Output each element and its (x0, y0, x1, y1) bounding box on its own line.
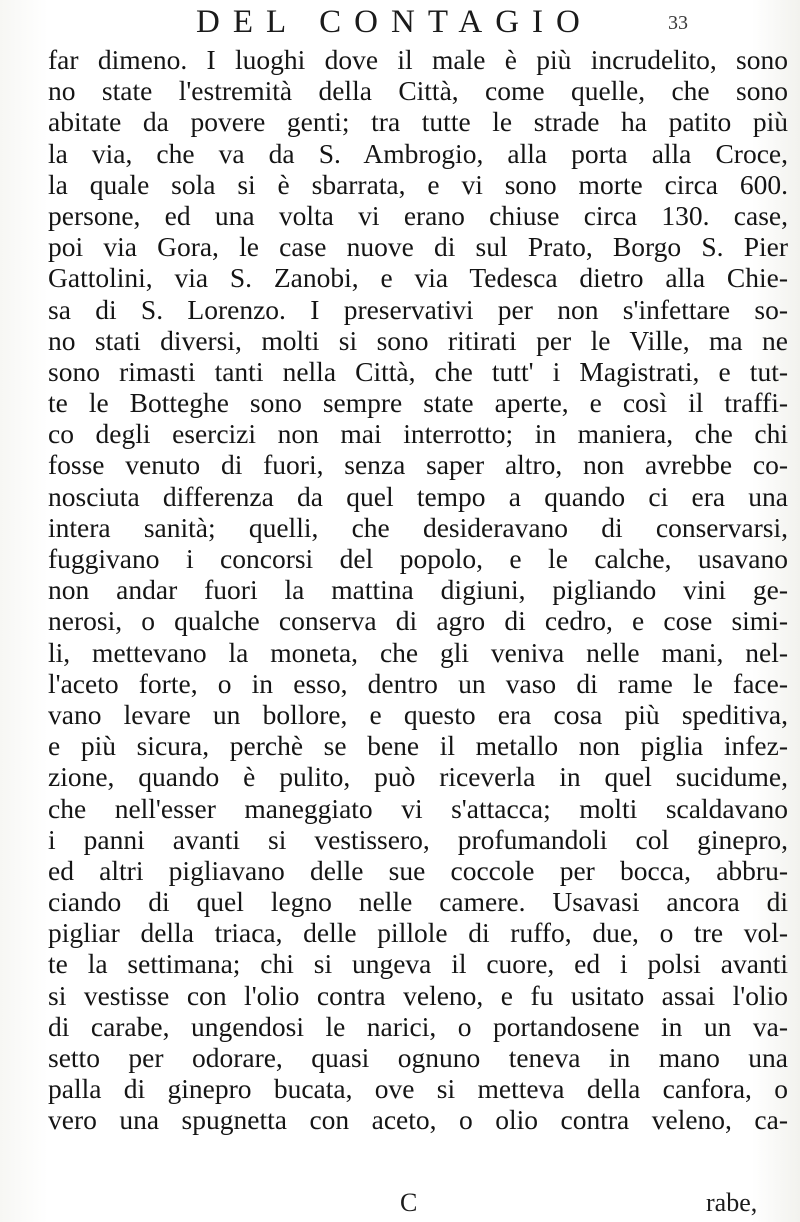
text-line: sono rimasti tanti nella Città, che tutt' i Magistrati, e tut- (48, 355, 788, 387)
running-head (0, 4, 800, 44)
text-line: fosse venuto di fuori, senza saper altro, non avrebbe co- (48, 449, 788, 481)
page-footer (0, 1188, 800, 1220)
text-line: poi via Gora, le case nuove di sul Prato, Borgo S. Pier (48, 231, 788, 263)
text-line: la via, che va da S. Ambrogio, alla porta alla Croce, (48, 137, 788, 169)
text-line: intera sanità; quelli, che desideravano di conservarsi, (48, 511, 788, 543)
text-line: ciando di quel legno nelle camere. Usavasi ancora di (48, 886, 788, 918)
text-line: te la settimana; chi si ungeva il cuore, ed i polsi avanti (48, 948, 788, 980)
catchword: rabe, (706, 1188, 758, 1217)
text-line: pigliar della triaca, delle pillole di ruffo, due, o tre vol- (48, 917, 788, 949)
text-line: la quale sola si è sbarrata, e vi sono morte circa 600. (48, 168, 788, 200)
text-line: ed altri pigliavano delle sue coccole per bocca, abbru- (48, 854, 788, 886)
body-text (48, 44, 788, 1136)
page-number: 33 (668, 12, 688, 34)
text-line: Gattolini, via S. Zanobi, e via Tedesca dietro alla Chie- (48, 262, 788, 294)
text-line: li, mettevano la moneta, che gli veniva nelle mani, nel- (48, 636, 788, 668)
text-line: no stati diversi, molti si sono ritirati per le Ville, ma ne (48, 324, 788, 356)
text-line: no state l'estremità della Città, come quelle, che sono (48, 75, 788, 107)
text-line: non andar fuori la mattina digiuni, pigliando vini ge- (48, 574, 788, 606)
signature-mark: C (400, 1188, 418, 1217)
text-line: vero una spugnetta con aceto, o olio contra veleno, ca- (48, 1104, 788, 1136)
text-line: far dimeno. I luoghi dove il male è più incrudelito, sono (48, 44, 788, 75)
text-line: te le Botteghe sono sempre state aperte, e così il traffi- (48, 387, 788, 419)
text-line: co degli esercizi non mai interrotto; in maniera, che chi (48, 418, 788, 450)
text-line: e più sicura, perchè se bene il metallo non piglia infez- (48, 730, 788, 762)
text-line: palla di ginepro bucata, ove si metteva della canfora, o (48, 1073, 788, 1105)
text-line: setto per odorare, quasi ognuno teneva in mano una (48, 1042, 788, 1073)
text-line: di carabe, ungendosi le narici, o portandosene in un va- (48, 1010, 788, 1042)
text-line: si vestisse con l'olio contra veleno, e fu usitato assai l'olio (48, 979, 788, 1011)
text-line: vano levare un bollore, e questo era cosa più speditiva, (48, 698, 788, 730)
text-line: zione, quando è pulito, può riceverla in quel sucidume, (48, 761, 788, 793)
text-line: persone, ed una volta vi erano chiuse circa 130. case, (48, 199, 788, 231)
text-line: abitate da povere genti; tra tutte le strade ha patito più (48, 106, 788, 138)
text-line: fuggivano i concorsi del popolo, e le calche, usavano (48, 543, 788, 574)
running-title: DEL CONTAGIO (196, 4, 593, 40)
text-line: i panni avanti si vestissero, profumandoli col ginepro, (48, 823, 788, 855)
text-line: nosciuta differenza da quel tempo a quando ci era una (48, 480, 788, 512)
text-line: sa di S. Lorenzo. I preservativi per non s'infettare so- (48, 293, 788, 325)
text-line: l'aceto forte, o in esso, dentro un vaso di rame le face- (48, 667, 788, 699)
text-line: che nell'esser maneggiato vi s'attacca; molti scaldavano (48, 792, 788, 824)
text-line: nerosi, o qualche conserva di agro di cedro, e cose simi- (48, 605, 788, 637)
